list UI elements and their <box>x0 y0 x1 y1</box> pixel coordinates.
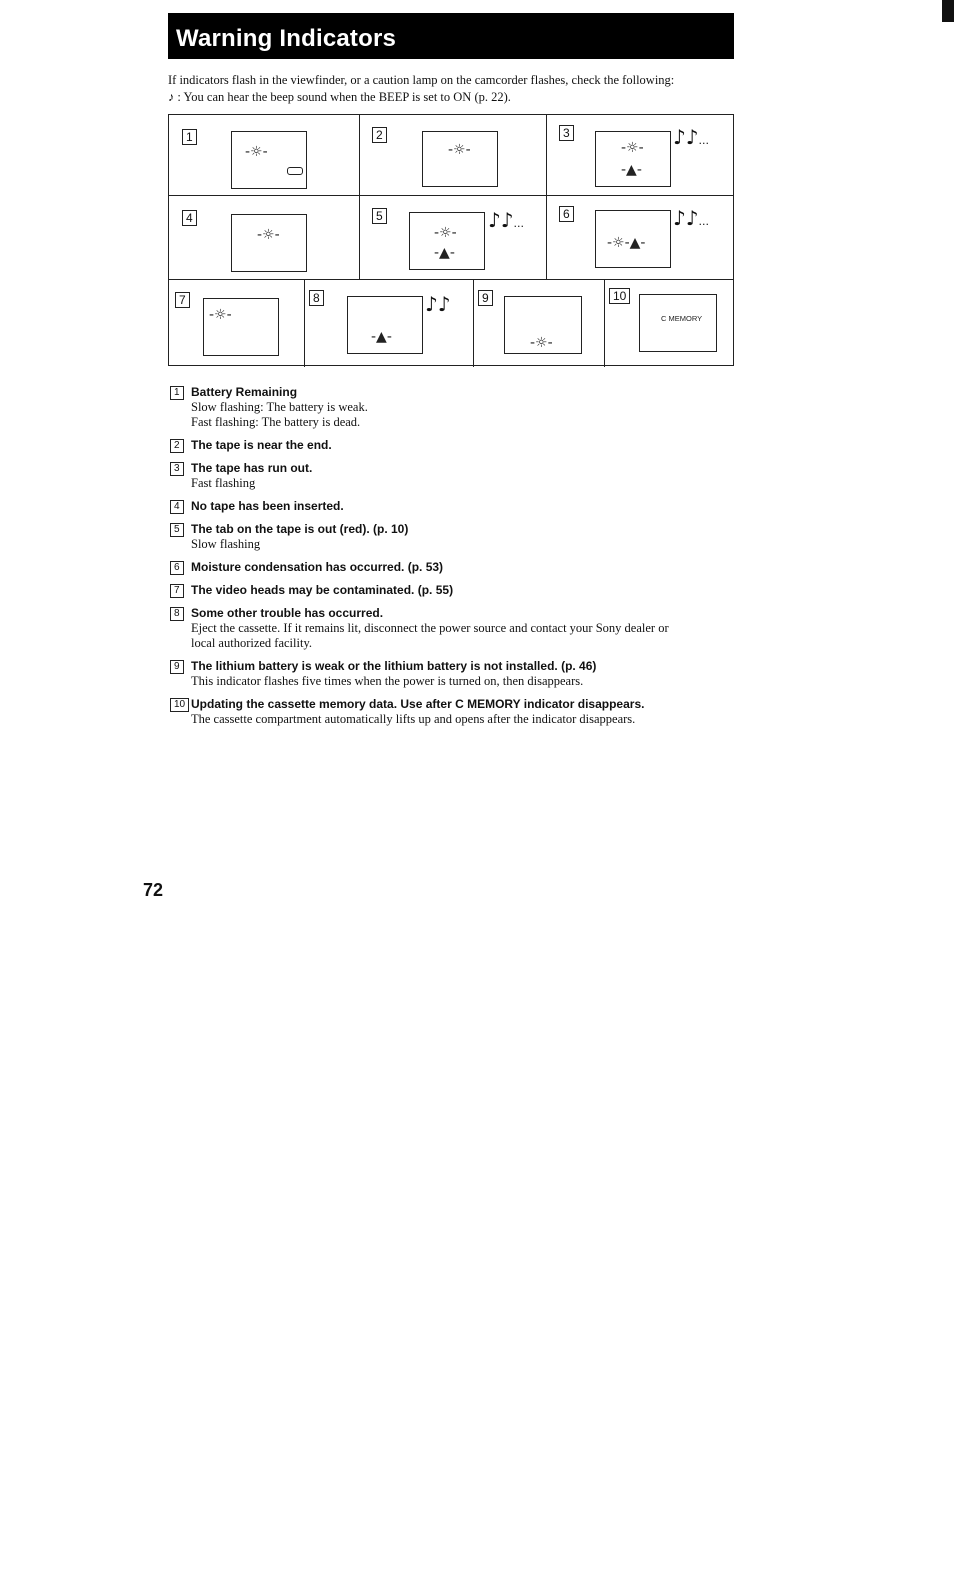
indicator-cell-9 <box>474 280 604 367</box>
indicator-cell-5 <box>360 196 546 279</box>
beep-icon: ♪♪... <box>488 208 525 232</box>
item-number: 7 <box>170 584 184 598</box>
c-memory-indicator: C MEMORY <box>661 314 703 323</box>
list-item <box>170 582 770 598</box>
indicator-cell-6 <box>547 196 733 279</box>
beep-icon: ♪♪... <box>673 125 710 149</box>
indicator-diagram <box>168 114 734 366</box>
indicator-cell-2 <box>360 115 546 195</box>
item-desc: Fast flashing: The battery is dead. <box>191 415 361 429</box>
eject-warning-icon: -▲- <box>371 329 392 345</box>
cell-number: 7 <box>175 292 190 308</box>
list-item <box>170 605 770 651</box>
viewfinder-screen <box>409 212 485 270</box>
item-desc: This indicator flashes five times when the power is turned on, then disappears. <box>191 674 584 688</box>
viewfinder-screen <box>347 296 423 354</box>
item-desc: Slow flashing: The battery is weak. <box>191 400 368 414</box>
page-edge-mark <box>942 0 954 22</box>
battery-icon <box>287 167 303 175</box>
page-title: Warning Indicators <box>176 25 397 52</box>
tape-end-icon: -☼- <box>621 140 644 156</box>
viewfinder-screen <box>231 131 307 189</box>
cell-number: 9 <box>478 290 493 306</box>
item-title: The tape has run out. <box>191 461 313 475</box>
cell-number: 10 <box>609 288 630 304</box>
viewfinder-screen <box>231 214 307 272</box>
item-title: The lithium battery is weak or the lithium battery is not installed. (p. 46) <box>191 659 597 673</box>
viewfinder-screen <box>422 131 498 187</box>
list-item <box>170 498 770 514</box>
cell-number: 2 <box>372 127 387 143</box>
indicator-cell-4 <box>169 196 359 279</box>
item-desc: Eject the cassette. If it remains lit, disconnect the power source and contact your Sony dealer or <box>191 621 669 635</box>
indicator-cell-8 <box>305 280 473 367</box>
list-item <box>170 559 770 575</box>
item-title: The tape is near the end. <box>191 438 332 452</box>
cell-number: 4 <box>182 210 197 226</box>
cell-number: 1 <box>182 129 197 145</box>
cassette-warning-icon: -☼- <box>245 144 268 160</box>
page-header <box>168 13 734 59</box>
moisture-condensation-icon: -☼-▲- <box>607 235 646 251</box>
item-title: The tab on the tape is out (red). (p. 10) <box>191 522 409 536</box>
tape-tab-icon: -☼- <box>434 225 457 241</box>
cell-number: 3 <box>559 125 574 141</box>
eject-warning-icon: -▲- <box>621 162 642 178</box>
item-number: 10 <box>170 698 189 712</box>
list-item <box>170 437 770 453</box>
item-number: 5 <box>170 523 184 537</box>
item-number: 1 <box>170 386 184 400</box>
indicator-cell-10 <box>605 280 733 367</box>
item-number: 3 <box>170 462 184 476</box>
indicator-cell-3 <box>547 115 733 195</box>
item-title: Some other trouble has occurred. <box>191 606 384 620</box>
list-item <box>170 460 770 491</box>
item-desc: Slow flashing <box>191 537 261 551</box>
item-number: 2 <box>170 439 184 453</box>
list-item <box>170 696 770 727</box>
item-number: 6 <box>170 561 184 575</box>
cell-number: 6 <box>559 206 574 222</box>
item-desc: Fast flashing <box>191 476 256 490</box>
item-number: 4 <box>170 500 184 514</box>
item-desc: local authorized facility. <box>191 636 313 650</box>
tape-near-end-icon: -☼- <box>448 142 471 158</box>
item-number: 8 <box>170 607 184 621</box>
beep-icon: ♪♪ <box>425 292 451 316</box>
page-number: 72 <box>143 880 164 900</box>
list-item <box>170 658 770 689</box>
warning-list <box>170 384 770 734</box>
beep-icon: ♪♪... <box>673 206 710 230</box>
item-desc: The cassette compartment automatically lifts up and opens after the indicator disappears. <box>191 712 636 726</box>
item-title: No tape has been inserted. <box>191 499 344 513</box>
viewfinder-screen <box>639 294 717 352</box>
item-number: 9 <box>170 660 184 674</box>
cell-number: 8 <box>309 290 324 306</box>
item-title: Battery Remaining <box>191 385 298 399</box>
item-title: Moisture condensation has occurred. (p. 53) <box>191 560 444 574</box>
eject-warning-icon: -▲- <box>434 245 455 261</box>
intro-text <box>168 72 738 106</box>
intro-line-2: ♪ : You can hear the beep sound when the BEEP is set to ON (p. 22). <box>168 90 511 104</box>
intro-line-1: If indicators flash in the viewfinder, or a caution lamp on the camcorder flashes, check the following: <box>168 73 675 87</box>
indicator-cell-7 <box>169 280 304 367</box>
no-tape-icon: -☼- <box>257 227 280 243</box>
cell-number: 5 <box>372 208 387 224</box>
lithium-battery-icon: -☼- <box>530 335 553 351</box>
item-title: Updating the cassette memory data. Use after C MEMORY indicator disappears. <box>191 697 645 711</box>
item-title: The video heads may be contaminated. (p. 55) <box>191 583 454 597</box>
video-head-icon: -☼- <box>209 307 232 323</box>
list-item <box>170 521 770 552</box>
list-item <box>170 384 770 430</box>
indicator-cell-1 <box>169 115 359 195</box>
